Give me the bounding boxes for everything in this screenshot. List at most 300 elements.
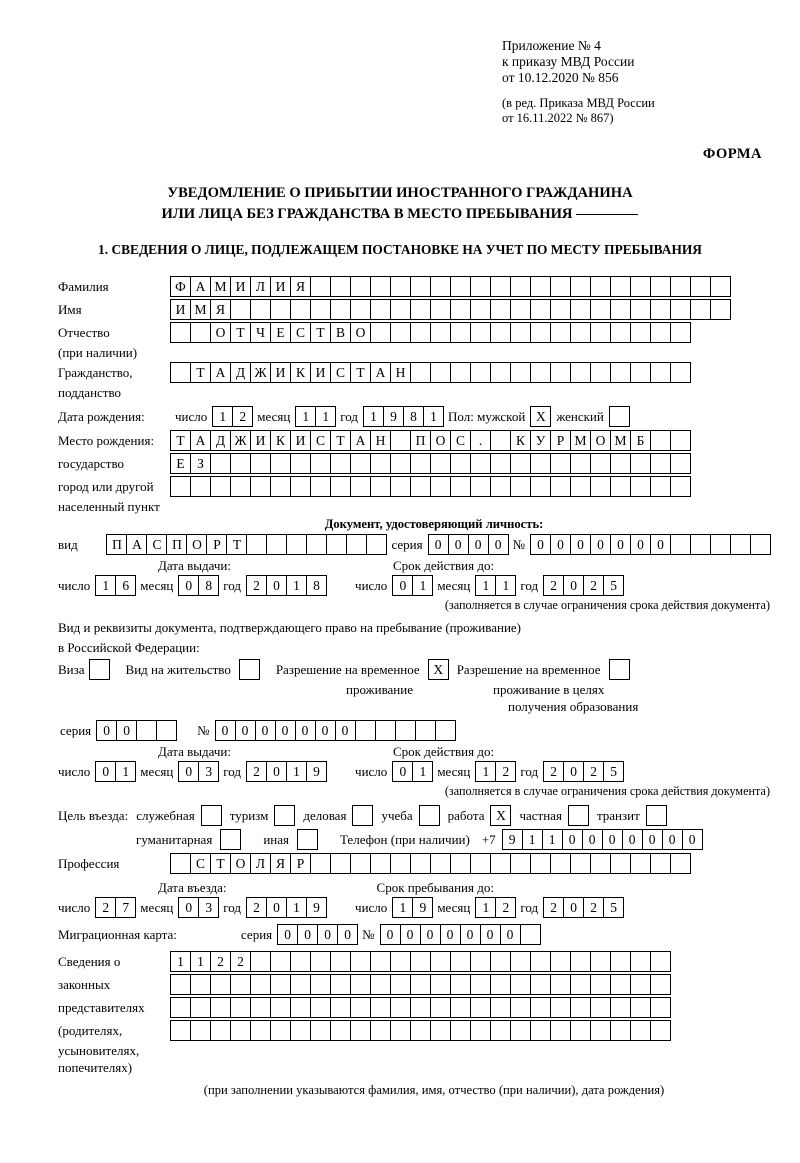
- form-cell[interactable]: .: [470, 430, 491, 451]
- form-cell[interactable]: [670, 322, 691, 343]
- stay-until-year-input[interactable]: [543, 897, 623, 918]
- form-cell[interactable]: [490, 1020, 511, 1041]
- form-cell[interactable]: Т: [350, 362, 371, 383]
- form-cell[interactable]: 0: [266, 575, 287, 596]
- form-cell[interactable]: [650, 476, 671, 497]
- form-cell[interactable]: [346, 534, 367, 555]
- surname-input[interactable]: [170, 276, 730, 297]
- form-cell[interactable]: [530, 476, 551, 497]
- form-cell[interactable]: [350, 276, 371, 297]
- form-cell[interactable]: 0: [317, 924, 338, 945]
- form-cell[interactable]: 0: [562, 829, 583, 850]
- form-cell[interactable]: [390, 997, 411, 1018]
- form-cell[interactable]: [390, 1020, 411, 1041]
- form-cell[interactable]: [370, 476, 391, 497]
- name-input[interactable]: [170, 299, 730, 320]
- form-cell[interactable]: С: [190, 853, 211, 874]
- form-cell[interactable]: [710, 299, 731, 320]
- form-cell[interactable]: [610, 1020, 631, 1041]
- form-cell[interactable]: 0: [530, 534, 551, 555]
- form-cell[interactable]: [290, 453, 311, 474]
- form-cell[interactable]: [410, 453, 431, 474]
- form-cell[interactable]: [350, 997, 371, 1018]
- form-cell[interactable]: [610, 853, 631, 874]
- form-cell[interactable]: 0: [400, 924, 421, 945]
- form-cell[interactable]: 0: [468, 534, 489, 555]
- form-cell[interactable]: 1: [295, 406, 316, 427]
- form-cell[interactable]: [630, 453, 651, 474]
- form-cell[interactable]: [250, 476, 271, 497]
- form-cell[interactable]: 0: [662, 829, 683, 850]
- form-cell[interactable]: [490, 362, 511, 383]
- form-cell[interactable]: Т: [230, 322, 251, 343]
- purpose-option-checkbox[interactable]: [274, 805, 295, 826]
- form-cell[interactable]: [410, 476, 431, 497]
- form-cell[interactable]: [710, 534, 731, 555]
- form-cell[interactable]: О: [210, 322, 231, 343]
- form-cell[interactable]: 0: [96, 720, 117, 741]
- form-cell[interactable]: 0: [392, 761, 413, 782]
- form-cell[interactable]: [650, 299, 671, 320]
- form-cell[interactable]: [550, 276, 571, 297]
- form-cell[interactable]: [570, 362, 591, 383]
- form-cell[interactable]: [550, 974, 571, 995]
- form-cell[interactable]: [650, 1020, 671, 1041]
- form-cell[interactable]: П: [166, 534, 187, 555]
- form-cell[interactable]: И: [290, 430, 311, 451]
- form-cell[interactable]: [590, 453, 611, 474]
- form-cell[interactable]: [270, 476, 291, 497]
- identity-valid-month-input[interactable]: [475, 575, 515, 596]
- form-cell[interactable]: [590, 853, 611, 874]
- form-cell[interactable]: [470, 453, 491, 474]
- form-cell[interactable]: 0: [178, 897, 199, 918]
- form-cell[interactable]: [410, 974, 431, 995]
- form-cell[interactable]: 2: [543, 897, 564, 918]
- form-cell[interactable]: [610, 974, 631, 995]
- form-cell[interactable]: [210, 453, 231, 474]
- form-cell[interactable]: [530, 362, 551, 383]
- form-cell[interactable]: [330, 853, 351, 874]
- form-cell[interactable]: П: [106, 534, 127, 555]
- form-cell[interactable]: [390, 974, 411, 995]
- form-cell[interactable]: 1: [423, 406, 444, 427]
- form-cell[interactable]: [450, 1020, 471, 1041]
- form-cell[interactable]: 2: [246, 761, 267, 782]
- patronymic-input[interactable]: [170, 322, 690, 343]
- form-cell[interactable]: 0: [570, 534, 591, 555]
- form-cell[interactable]: [590, 322, 611, 343]
- form-cell[interactable]: [450, 453, 471, 474]
- form-cell[interactable]: [170, 1020, 191, 1041]
- form-cell[interactable]: [390, 453, 411, 474]
- form-cell[interactable]: [310, 997, 331, 1018]
- form-cell[interactable]: [410, 362, 431, 383]
- form-cell[interactable]: [570, 997, 591, 1018]
- form-cell[interactable]: Т: [170, 430, 191, 451]
- form-cell[interactable]: [510, 276, 531, 297]
- form-cell[interactable]: [270, 1020, 291, 1041]
- form-cell[interactable]: 1: [170, 951, 191, 972]
- form-cell[interactable]: [450, 853, 471, 874]
- form-cell[interactable]: Т: [190, 362, 211, 383]
- form-cell[interactable]: Д: [210, 430, 231, 451]
- form-cell[interactable]: С: [290, 322, 311, 343]
- form-cell[interactable]: 1: [392, 897, 413, 918]
- form-cell[interactable]: [210, 476, 231, 497]
- form-cell[interactable]: Я: [290, 276, 311, 297]
- form-cell[interactable]: [350, 974, 371, 995]
- form-cell[interactable]: [210, 1020, 231, 1041]
- form-cell[interactable]: [510, 974, 531, 995]
- form-cell[interactable]: 2: [210, 951, 231, 972]
- form-cell[interactable]: 0: [315, 720, 336, 741]
- form-cell[interactable]: Ж: [250, 362, 271, 383]
- form-cell[interactable]: О: [590, 430, 611, 451]
- form-cell[interactable]: [650, 453, 671, 474]
- form-cell[interactable]: [410, 997, 431, 1018]
- form-cell[interactable]: [550, 951, 571, 972]
- form-cell[interactable]: [670, 534, 691, 555]
- form-cell[interactable]: 0: [488, 534, 509, 555]
- form-cell[interactable]: [290, 974, 311, 995]
- form-cell[interactable]: 1: [286, 575, 307, 596]
- form-cell[interactable]: М: [190, 299, 211, 320]
- form-cell[interactable]: [170, 322, 191, 343]
- form-cell[interactable]: [570, 951, 591, 972]
- form-cell[interactable]: [590, 476, 611, 497]
- form-cell[interactable]: [355, 720, 376, 741]
- form-cell[interactable]: [390, 951, 411, 972]
- stay-doc-number-input[interactable]: [215, 720, 455, 741]
- form-cell[interactable]: [306, 534, 327, 555]
- form-cell[interactable]: 2: [232, 406, 253, 427]
- form-cell[interactable]: [350, 951, 371, 972]
- entry-day-input[interactable]: [95, 897, 135, 918]
- form-cell[interactable]: [230, 299, 251, 320]
- form-cell[interactable]: Ч: [250, 322, 271, 343]
- form-cell[interactable]: [170, 362, 191, 383]
- form-cell[interactable]: [730, 534, 751, 555]
- migration-card-series-input[interactable]: [277, 924, 357, 945]
- stay-issue-day-input[interactable]: [95, 761, 135, 782]
- form-cell[interactable]: [510, 362, 531, 383]
- form-cell[interactable]: 0: [275, 720, 296, 741]
- form-cell[interactable]: [570, 1020, 591, 1041]
- form-cell[interactable]: 2: [583, 575, 604, 596]
- form-cell[interactable]: 1: [286, 761, 307, 782]
- form-cell[interactable]: 0: [500, 924, 521, 945]
- form-cell[interactable]: К: [510, 430, 531, 451]
- form-cell[interactable]: [590, 362, 611, 383]
- form-cell[interactable]: [490, 476, 511, 497]
- form-cell[interactable]: [230, 476, 251, 497]
- sex-female-checkbox[interactable]: [609, 406, 630, 427]
- form-cell[interactable]: Я: [270, 853, 291, 874]
- form-cell[interactable]: [330, 951, 351, 972]
- form-cell[interactable]: [590, 974, 611, 995]
- form-cell[interactable]: Р: [206, 534, 227, 555]
- stay-issue-month-input[interactable]: [178, 761, 218, 782]
- form-cell[interactable]: [410, 1020, 431, 1041]
- phone-input[interactable]: [502, 829, 702, 850]
- form-cell[interactable]: [330, 299, 351, 320]
- form-cell[interactable]: М: [210, 276, 231, 297]
- form-cell[interactable]: О: [230, 853, 251, 874]
- form-cell[interactable]: [395, 720, 416, 741]
- form-cell[interactable]: 0: [392, 575, 413, 596]
- form-cell[interactable]: 5: [603, 575, 624, 596]
- form-cell[interactable]: [570, 453, 591, 474]
- form-cell[interactable]: [310, 951, 331, 972]
- form-cell[interactable]: [450, 362, 471, 383]
- form-cell[interactable]: 0: [610, 534, 631, 555]
- form-cell[interactable]: [450, 476, 471, 497]
- form-cell[interactable]: [530, 1020, 551, 1041]
- form-cell[interactable]: [210, 997, 231, 1018]
- form-cell[interactable]: [510, 476, 531, 497]
- form-cell[interactable]: 0: [215, 720, 236, 741]
- form-cell[interactable]: С: [310, 430, 331, 451]
- form-cell[interactable]: О: [430, 430, 451, 451]
- form-cell[interactable]: [510, 453, 531, 474]
- form-cell[interactable]: [590, 299, 611, 320]
- birth-year-input[interactable]: [363, 406, 443, 427]
- entry-year-input[interactable]: [246, 897, 326, 918]
- form-cell[interactable]: [410, 299, 431, 320]
- form-cell[interactable]: 1: [286, 897, 307, 918]
- form-cell[interactable]: [136, 720, 157, 741]
- form-cell[interactable]: [630, 276, 651, 297]
- form-cell[interactable]: 0: [420, 924, 441, 945]
- representatives-line-4-input[interactable]: [170, 1020, 670, 1041]
- identity-doc-number-input[interactable]: [530, 534, 770, 555]
- form-cell[interactable]: 2: [495, 897, 516, 918]
- form-cell[interactable]: [470, 1020, 491, 1041]
- form-cell[interactable]: [350, 299, 371, 320]
- form-cell[interactable]: [390, 322, 411, 343]
- form-cell[interactable]: [170, 974, 191, 995]
- form-cell[interactable]: [490, 430, 511, 451]
- form-cell[interactable]: [250, 997, 271, 1018]
- form-cell[interactable]: [156, 720, 177, 741]
- form-cell[interactable]: [230, 997, 251, 1018]
- form-cell[interactable]: [230, 453, 251, 474]
- form-cell[interactable]: [470, 362, 491, 383]
- form-cell[interactable]: 2: [583, 897, 604, 918]
- form-cell[interactable]: [290, 951, 311, 972]
- form-cell[interactable]: [250, 1020, 271, 1041]
- form-cell[interactable]: [490, 453, 511, 474]
- form-cell[interactable]: [190, 974, 211, 995]
- form-cell[interactable]: 0: [563, 761, 584, 782]
- form-cell[interactable]: [630, 476, 651, 497]
- form-cell[interactable]: [430, 362, 451, 383]
- form-cell[interactable]: [250, 299, 271, 320]
- form-cell[interactable]: А: [190, 276, 211, 297]
- edu-residence-checkbox[interactable]: [609, 659, 630, 680]
- form-cell[interactable]: 0: [590, 534, 611, 555]
- form-cell[interactable]: М: [570, 430, 591, 451]
- form-cell[interactable]: 0: [297, 924, 318, 945]
- form-cell[interactable]: [630, 322, 651, 343]
- form-cell[interactable]: 0: [622, 829, 643, 850]
- form-cell[interactable]: И: [270, 276, 291, 297]
- form-cell[interactable]: И: [250, 430, 271, 451]
- form-cell[interactable]: [470, 951, 491, 972]
- purpose-option-checkbox[interactable]: X: [490, 805, 511, 826]
- representatives-line-2-input[interactable]: [170, 974, 670, 995]
- identity-valid-year-input[interactable]: [543, 575, 623, 596]
- form-cell[interactable]: [470, 476, 491, 497]
- form-cell[interactable]: 5: [603, 761, 624, 782]
- form-cell[interactable]: 0: [266, 897, 287, 918]
- form-cell[interactable]: А: [370, 362, 391, 383]
- form-cell[interactable]: 1: [475, 897, 496, 918]
- form-cell[interactable]: [490, 951, 511, 972]
- form-cell[interactable]: 0: [235, 720, 256, 741]
- form-cell[interactable]: [290, 476, 311, 497]
- form-cell[interactable]: [450, 951, 471, 972]
- form-cell[interactable]: 0: [178, 575, 199, 596]
- form-cell[interactable]: Д: [230, 362, 251, 383]
- form-cell[interactable]: Т: [210, 853, 231, 874]
- form-cell[interactable]: [630, 362, 651, 383]
- form-cell[interactable]: [550, 476, 571, 497]
- form-cell[interactable]: 0: [255, 720, 276, 741]
- form-cell[interactable]: [630, 1020, 651, 1041]
- form-cell[interactable]: [630, 951, 651, 972]
- form-cell[interactable]: [230, 1020, 251, 1041]
- form-cell[interactable]: [415, 720, 436, 741]
- form-cell[interactable]: [286, 534, 307, 555]
- form-cell[interactable]: 0: [550, 534, 571, 555]
- purpose-option-checkbox[interactable]: [352, 805, 373, 826]
- form-cell[interactable]: 1: [315, 406, 336, 427]
- form-cell[interactable]: [470, 322, 491, 343]
- purpose-option-checkbox[interactable]: [220, 829, 241, 850]
- form-cell[interactable]: [650, 322, 671, 343]
- form-cell[interactable]: [670, 476, 691, 497]
- form-cell[interactable]: [510, 322, 531, 343]
- form-cell[interactable]: 0: [630, 534, 651, 555]
- form-cell[interactable]: 8: [198, 575, 219, 596]
- form-cell[interactable]: [430, 453, 451, 474]
- form-cell[interactable]: [290, 299, 311, 320]
- form-cell[interactable]: [410, 951, 431, 972]
- form-cell[interactable]: [170, 997, 191, 1018]
- form-cell[interactable]: 2: [246, 897, 267, 918]
- form-cell[interactable]: [530, 974, 551, 995]
- form-cell[interactable]: [650, 951, 671, 972]
- form-cell[interactable]: [530, 997, 551, 1018]
- form-cell[interactable]: 0: [448, 534, 469, 555]
- form-cell[interactable]: 1: [212, 406, 233, 427]
- purpose-option-checkbox[interactable]: [419, 805, 440, 826]
- form-cell[interactable]: [390, 853, 411, 874]
- form-cell[interactable]: [375, 720, 396, 741]
- form-cell[interactable]: [530, 299, 551, 320]
- form-cell[interactable]: 9: [412, 897, 433, 918]
- form-cell[interactable]: 0: [266, 761, 287, 782]
- form-cell[interactable]: [650, 430, 671, 451]
- form-cell[interactable]: Р: [550, 430, 571, 451]
- form-cell[interactable]: [750, 534, 771, 555]
- form-cell[interactable]: [390, 299, 411, 320]
- form-cell[interactable]: [610, 362, 631, 383]
- form-cell[interactable]: [490, 997, 511, 1018]
- form-cell[interactable]: [530, 951, 551, 972]
- form-cell[interactable]: 8: [306, 575, 327, 596]
- form-cell[interactable]: [430, 951, 451, 972]
- form-cell[interactable]: [550, 1020, 571, 1041]
- stay-valid-day-input[interactable]: [392, 761, 432, 782]
- purpose-option-checkbox[interactable]: [646, 805, 667, 826]
- form-cell[interactable]: [470, 974, 491, 995]
- form-cell[interactable]: И: [310, 362, 331, 383]
- form-cell[interactable]: [490, 322, 511, 343]
- form-cell[interactable]: [590, 1020, 611, 1041]
- visa-checkbox[interactable]: [89, 659, 110, 680]
- representatives-line-1-input[interactable]: [170, 951, 670, 972]
- form-cell[interactable]: 0: [650, 534, 671, 555]
- form-cell[interactable]: [630, 974, 651, 995]
- form-cell[interactable]: 1: [475, 575, 496, 596]
- form-cell[interactable]: [370, 276, 391, 297]
- form-cell[interactable]: [290, 997, 311, 1018]
- form-cell[interactable]: [610, 276, 631, 297]
- form-cell[interactable]: [430, 322, 451, 343]
- form-cell[interactable]: О: [350, 322, 371, 343]
- form-cell[interactable]: [510, 853, 531, 874]
- migration-card-number-input[interactable]: [380, 924, 540, 945]
- form-cell[interactable]: 1: [363, 406, 384, 427]
- form-cell[interactable]: [450, 299, 471, 320]
- stay-valid-month-input[interactable]: [475, 761, 515, 782]
- profession-input[interactable]: [170, 853, 690, 874]
- form-cell[interactable]: К: [290, 362, 311, 383]
- form-cell[interactable]: [570, 853, 591, 874]
- form-cell[interactable]: [370, 453, 391, 474]
- form-cell[interactable]: [370, 974, 391, 995]
- form-cell[interactable]: 7: [115, 897, 136, 918]
- sex-male-checkbox[interactable]: X: [530, 406, 551, 427]
- form-cell[interactable]: [650, 997, 671, 1018]
- form-cell[interactable]: [430, 974, 451, 995]
- form-cell[interactable]: [510, 951, 531, 972]
- form-cell[interactable]: [550, 322, 571, 343]
- form-cell[interactable]: [410, 853, 431, 874]
- identity-doc-series-input[interactable]: [428, 534, 508, 555]
- temp-residence-checkbox[interactable]: X: [428, 659, 449, 680]
- form-cell[interactable]: В: [330, 322, 351, 343]
- form-cell[interactable]: [510, 299, 531, 320]
- form-cell[interactable]: [430, 1020, 451, 1041]
- form-cell[interactable]: [310, 476, 331, 497]
- form-cell[interactable]: [670, 430, 691, 451]
- form-cell[interactable]: [450, 276, 471, 297]
- form-cell[interactable]: [250, 453, 271, 474]
- form-cell[interactable]: 0: [563, 575, 584, 596]
- form-cell[interactable]: [290, 1020, 311, 1041]
- form-cell[interactable]: [670, 299, 691, 320]
- form-cell[interactable]: [350, 476, 371, 497]
- form-cell[interactable]: [490, 299, 511, 320]
- form-cell[interactable]: 1: [475, 761, 496, 782]
- form-cell[interactable]: [430, 853, 451, 874]
- form-cell[interactable]: 0: [480, 924, 501, 945]
- form-cell[interactable]: Ф: [170, 276, 191, 297]
